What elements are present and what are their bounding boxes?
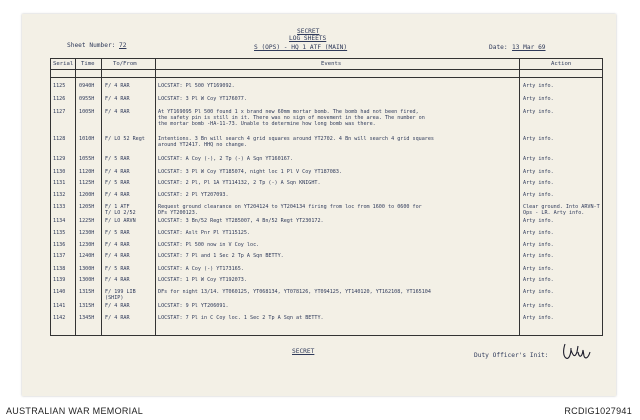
cell-tofrom: F/ 199 LIB (SHIP) (105, 289, 136, 302)
col-header-serial: Serial (53, 61, 74, 67)
cell-time: 1230H (79, 230, 95, 236)
cell-events: LOCSTAT: 7 Pl in C Coy loc. 1 Sec 2 Tp A Sqn at BETTY. (158, 315, 324, 321)
cell-events: LOCSTAT: 3 Bn/52 Regt YT285007, 4 Bn/52 Regt YT230172. (158, 218, 324, 224)
cell-events: LOCSTAT: A Coy (-) YT173165. (158, 266, 244, 272)
sheet-number: 72 (119, 42, 127, 49)
cell-events: LOCSTAT: 2 Pl YT207093. (158, 192, 229, 198)
cell-time: 1055H (79, 156, 95, 162)
cell-tofrom: F/ 5 RAR (105, 180, 130, 186)
cell-events: LOCSTAT: 2 Pl, Pl 1A YT114132, 2 Tp (-) A Sqn KNIGHT. (158, 180, 321, 186)
cell-tofrom: F/ 4 RAR (105, 303, 130, 309)
cell-action: Arty info. (523, 169, 554, 175)
cell-events: LOCSTAT: Aslt Pnr Pl YT115125. (158, 230, 251, 236)
cell-serial: 1129 (53, 156, 66, 162)
classification-top: SECRET (297, 28, 320, 35)
cell-action: Arty info. (523, 192, 554, 198)
cell-events: LOCSTAT: A Coy (-), 2 Tp (-) A Sqn YT160167. (158, 156, 293, 162)
cell-serial: 1125 (53, 83, 66, 89)
col-header-tofrom: To/From (113, 61, 137, 67)
cell-events: DFs for night 13/14. YT060125, YT068134, YT078126, YT094125, YT140120, YT162108, YT165104 (158, 289, 431, 295)
cell-tofrom: F/ 1 ATF T/ LO 2/52 (105, 204, 136, 217)
cell-tofrom: F/ 5 RAR (105, 230, 130, 236)
log-sheet-page (22, 14, 616, 396)
cell-tofrom: F/ LO 52 Regt (105, 136, 145, 142)
log-table (50, 58, 603, 336)
duty-officer-signature (559, 340, 595, 362)
cell-action: Arty info. (523, 266, 554, 272)
cell-events: LOCSTAT: 9 Pl YT206091. (158, 303, 229, 309)
col-header-events: Events (321, 61, 342, 67)
archive-id: RCDIG1027941 (564, 406, 632, 416)
cell-time: 0940H (79, 83, 95, 89)
cell-time: 1345H (79, 315, 95, 321)
cell-serial: 1126 (53, 96, 66, 102)
cell-time: 1225H (79, 218, 95, 224)
cell-events: LOCSTAT: Pl 500 YT169092. (158, 83, 235, 89)
cell-events: LOCSTAT: 7 Pl and 1 Sec 2 Tp A Sqn BETTY. (158, 253, 284, 259)
cell-action: Arty info. (523, 180, 554, 186)
cell-action: Arty info. (523, 218, 554, 224)
cell-tofrom: F/ 4 RAR (105, 253, 130, 259)
cell-action: Arty info. (523, 277, 554, 283)
cell-events: LOCSTAT: 3 Pl W Coy YT176077. (158, 96, 247, 102)
cell-tofrom: F/ LO ARVN (105, 218, 136, 224)
cell-events: LOCSTAT: 3 Pl W Coy YT185074, night loc 1 Pl V Coy YT187083. (158, 169, 343, 175)
cell-time: 1205H (79, 204, 95, 210)
unit-title: S (OPS) - HQ 1 ATF (MAIN) (254, 44, 348, 51)
cell-events: Request ground clearance on YT204124 to YT204134 firing from loc from 1600 to 0600 for DFs YT200123. (158, 204, 422, 217)
classification-bottom: SECRET (292, 348, 315, 355)
cell-action: Arty info. (523, 96, 554, 102)
cell-serial: 1136 (53, 242, 66, 248)
cell-time: 1125H (79, 180, 95, 186)
cell-serial: 1131 (53, 180, 66, 186)
cell-time: 1230H (79, 242, 95, 248)
cell-action: Arty info. (523, 315, 554, 321)
cell-tofrom: F/ 4 RAR (105, 277, 130, 283)
cell-action: Arty info. (523, 303, 554, 309)
cell-action: Arty info. (523, 109, 554, 115)
cell-action: Arty info. (523, 242, 554, 248)
cell-events: At YT169095 Pl 500 found 1 x brand new 60mm mortar bomb. The bomb had not been fired, the safety pin is still in it. There was no sign of movement in the area. The number on the mortar bomb -HA-11-73. Unable to determine how long bomb was there. (158, 109, 425, 128)
cell-serial: 1133 (53, 204, 66, 210)
cell-serial: 1137 (53, 253, 66, 259)
cell-tofrom: F/ 4 RAR (105, 169, 130, 175)
cell-serial: 1134 (53, 218, 66, 224)
cell-events: Intentions. 3 Bn will search 4 grid squares around YT2702. 4 Bn will search 4 grid squares around YT2417. HHQ no change. (158, 136, 435, 149)
cell-time: 0955H (79, 96, 95, 102)
cell-action: Arty info. (523, 230, 554, 236)
cell-tofrom: F/ 5 RAR (105, 156, 130, 162)
log-title: LOG SHEETS (289, 35, 327, 42)
cell-time: 1240H (79, 253, 95, 259)
cell-time: 1005H (79, 109, 95, 115)
cell-tofrom: F/ 4 RAR (105, 315, 130, 321)
cell-serial: 1141 (53, 303, 66, 309)
cell-tofrom: F/ 5 RAR (105, 266, 130, 272)
cell-serial: 1140 (53, 289, 66, 295)
cell-tofrom: F/ 4 RAR (105, 192, 130, 198)
cell-serial: 1139 (53, 277, 66, 283)
cell-serial: 1132 (53, 192, 66, 198)
archive-caption: AUSTRALIAN WAR MEMORIAL (6, 406, 144, 416)
cell-action: Clear ground. Into ARVN-T Ops - LR. Arty info. (523, 204, 600, 217)
cell-action: Arty info. (523, 136, 554, 142)
cell-time: 1315H (79, 303, 95, 309)
cell-action: Arty info. (523, 156, 554, 162)
cell-time: 1315H (79, 289, 95, 295)
col-header-time: Time (81, 61, 95, 67)
cell-serial: 1128 (53, 136, 66, 142)
cell-tofrom: F/ 4 RAR (105, 83, 130, 89)
cell-time: 1200H (79, 192, 95, 198)
duty-officer-label: Duty Officer's Init: (474, 352, 549, 359)
cell-time: 1120H (79, 169, 95, 175)
cell-tofrom: F/ 4 RAR (105, 242, 130, 248)
cell-tofrom: F/ 4 RAR (105, 109, 130, 115)
cell-action: Arty info. (523, 83, 554, 89)
cell-time: 1010H (79, 136, 95, 142)
sheet-number-label: Sheet Number: (67, 42, 116, 49)
cell-serial: 1135 (53, 230, 66, 236)
cell-serial: 1138 (53, 266, 66, 272)
cell-time: 1300H (79, 266, 95, 272)
cell-serial: 1142 (53, 315, 66, 321)
date-value: 13 Mar 69 (512, 44, 546, 51)
cell-tofrom: F/ 4 RAR (105, 96, 130, 102)
cell-events: LOCSTAT: 1 Pl W Coy YT192073. (158, 277, 247, 283)
cell-action: Arty info. (523, 253, 554, 259)
cell-time: 1300H (79, 277, 95, 283)
cell-action: Arty info. (523, 289, 554, 295)
col-header-action: Action (551, 61, 572, 67)
cell-serial: 1127 (53, 109, 66, 115)
cell-serial: 1130 (53, 169, 66, 175)
cell-events: LOCSTAT: Pl 500 now in V Coy loc. (158, 242, 260, 248)
date-label: Date: (489, 44, 508, 51)
